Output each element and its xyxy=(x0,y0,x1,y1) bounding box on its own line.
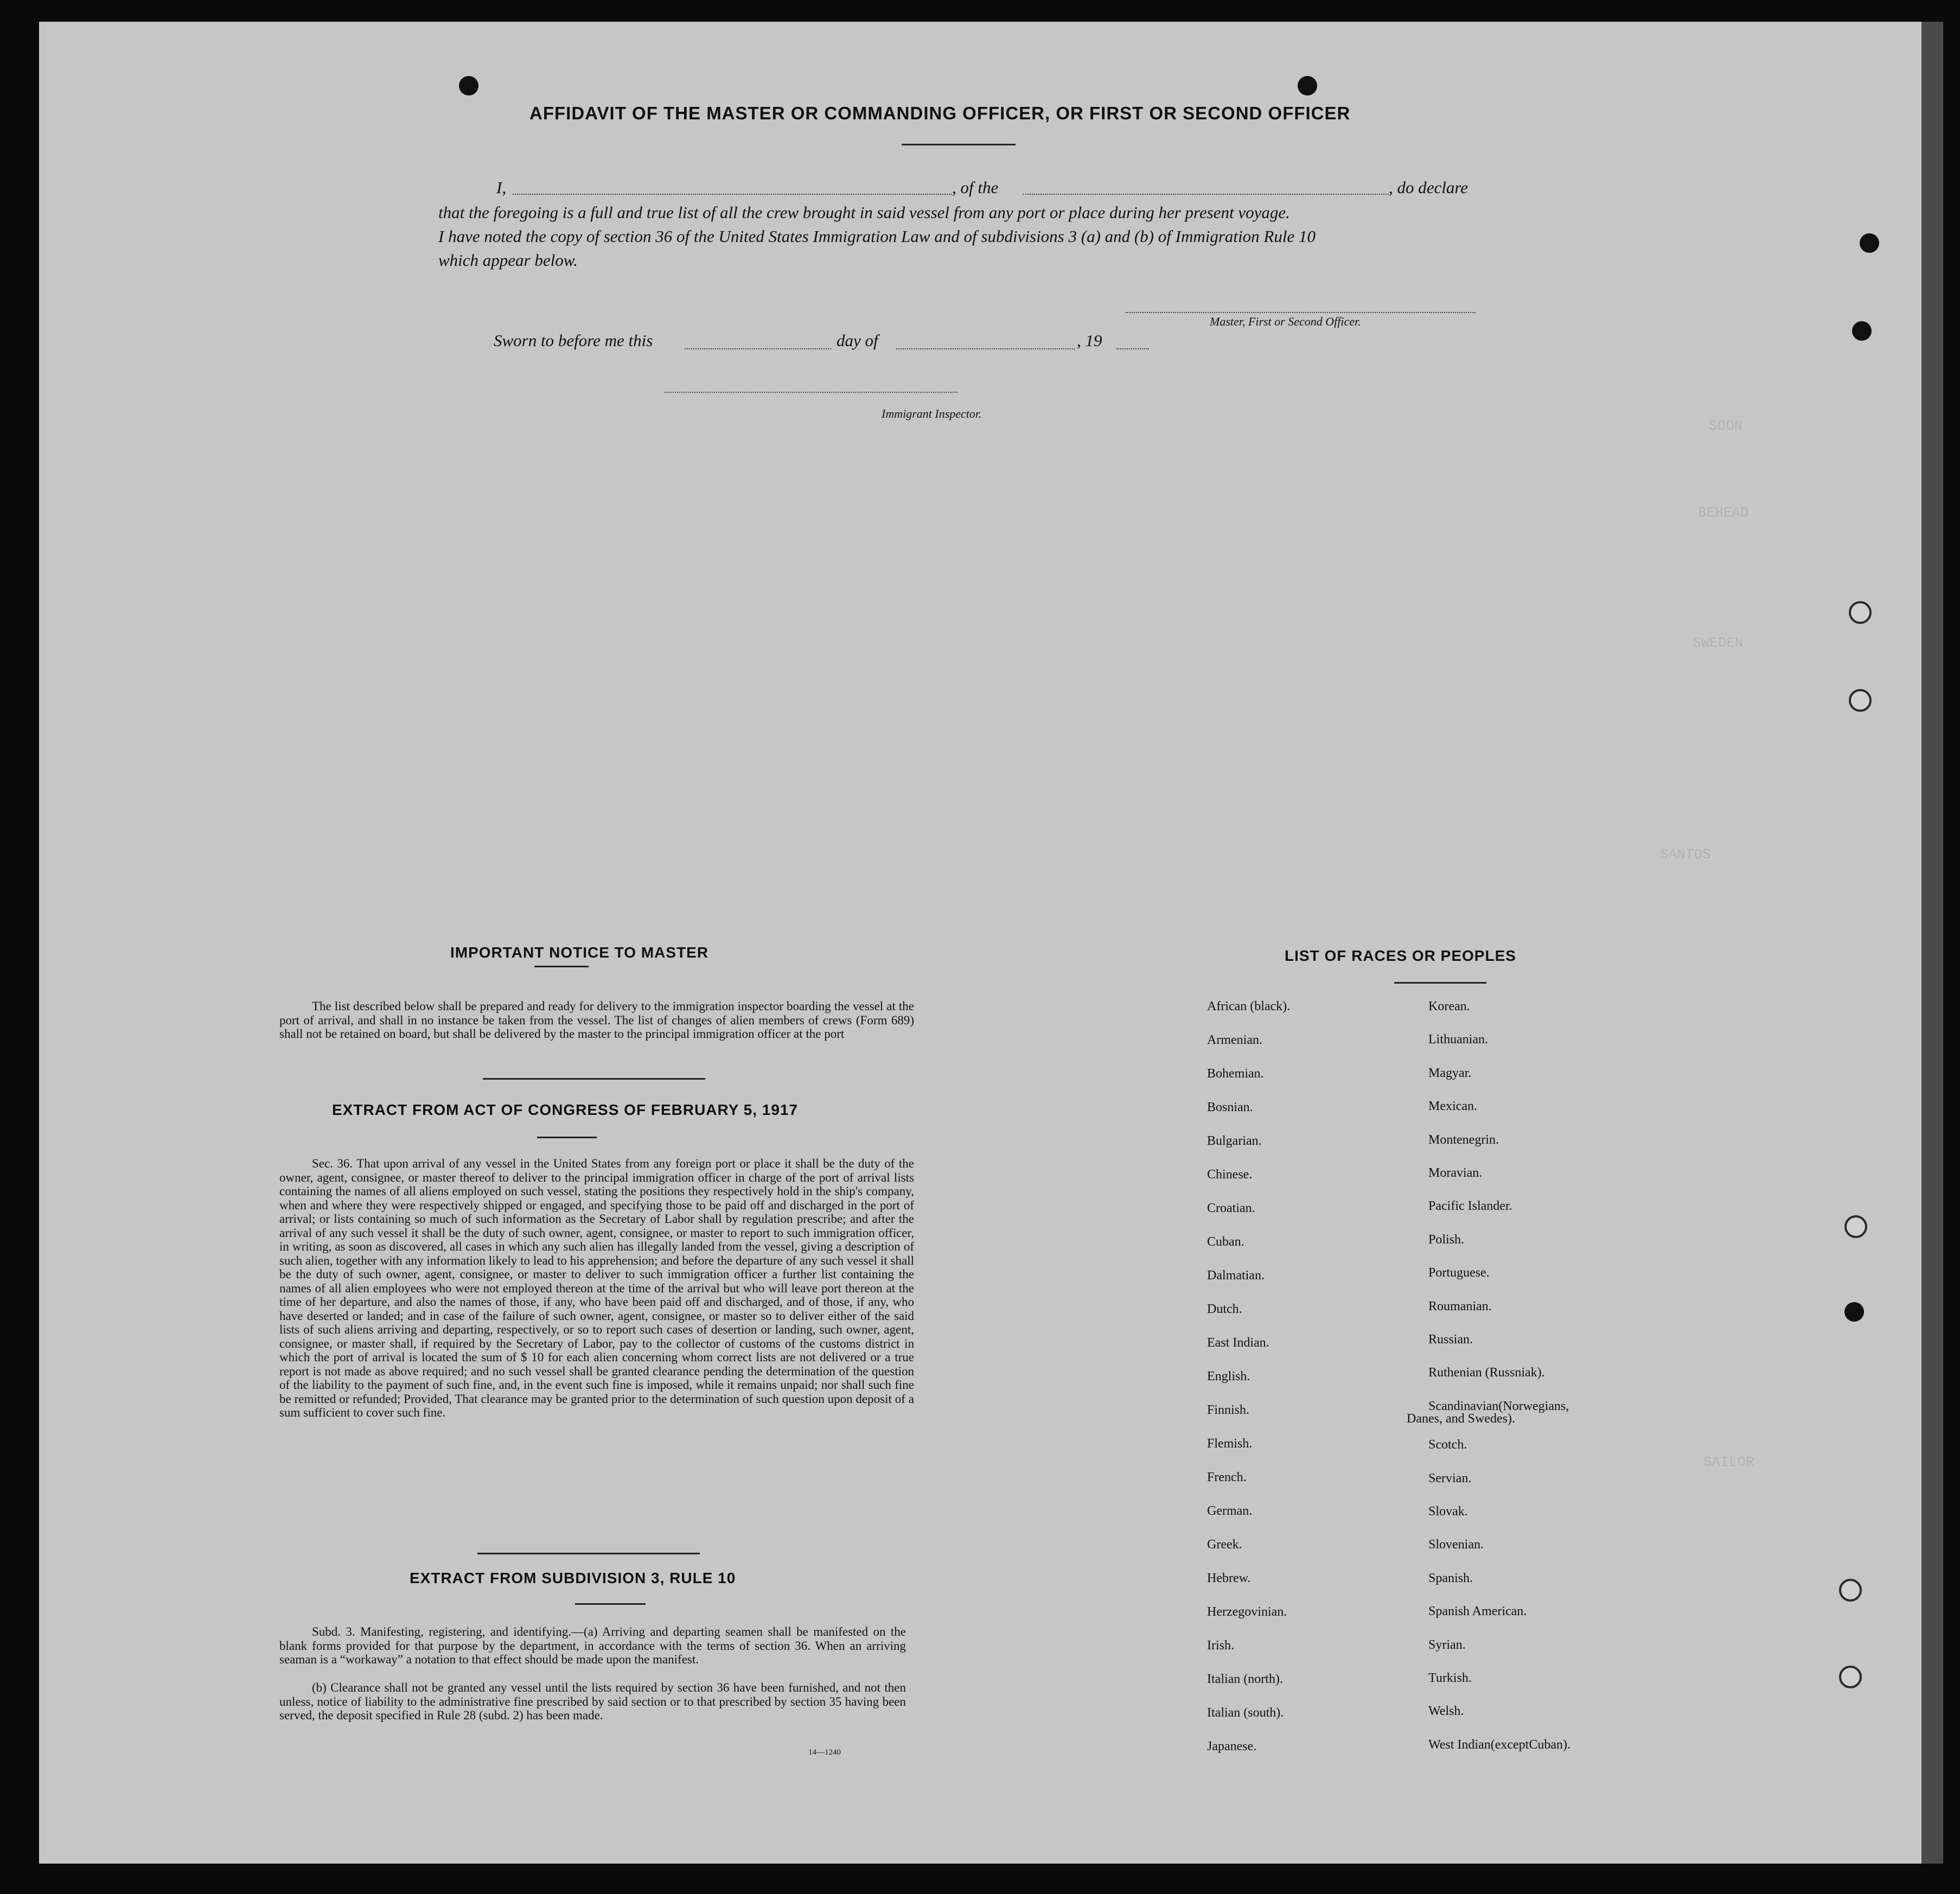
bleed-through-marks: SANTOS xyxy=(1660,846,1711,863)
race-item: Roumanian. xyxy=(1428,1299,1492,1313)
binder-ring-1 xyxy=(1849,601,1872,624)
race-scandinavian-continuation: Danes, and Swedes). xyxy=(1407,1412,1515,1426)
race-item: Flemish. xyxy=(1207,1437,1253,1451)
race-item: Dutch. xyxy=(1207,1302,1242,1316)
declaration-line-3: I have noted the copy of section 36 of the United States Immigration Law and of subdivisions 3 (a) and (b) of Immigration Rule 10 xyxy=(438,227,1316,246)
race-item: Turkish. xyxy=(1428,1671,1472,1685)
race-item: Bosnian. xyxy=(1207,1100,1253,1114)
act-separator xyxy=(477,1553,700,1554)
bleed-through-marks: SAILOR xyxy=(1703,1454,1754,1470)
declarant-name-field[interactable] xyxy=(513,194,952,195)
vessel-name-field[interactable] xyxy=(1023,194,1389,195)
sworn-year-field[interactable] xyxy=(1116,348,1149,349)
punch-hole-right-1 xyxy=(1860,233,1879,253)
race-item: French. xyxy=(1207,1470,1247,1484)
race-item: Syrian. xyxy=(1428,1637,1466,1652)
race-item: Montenegrin. xyxy=(1428,1132,1499,1147)
rule-body-b: (b) Clearance shall not be granted any vessel until the lists required by section 36 have been furnished, and not then unless, notice of liability to the administrative fine prescribed by said section or to that prescribed by section 35 having been served, the deposit specified in Rule 28 (subd. 2) has been made. xyxy=(279,1681,906,1722)
title-rule xyxy=(902,144,1016,145)
race-item: Slovak. xyxy=(1428,1504,1468,1519)
binder-ring-3 xyxy=(1844,1215,1867,1238)
binder-ring-2 xyxy=(1849,689,1872,712)
race-item: Herzegovinian. xyxy=(1207,1605,1287,1619)
bleed-through-marks: BEHEAD xyxy=(1698,505,1749,521)
notice-heading: IMPORTANT NOTICE TO MASTER xyxy=(450,944,709,961)
race-item: Mexican. xyxy=(1428,1099,1477,1114)
notice-body: The list described below shall be prepared and ready for delivery to the immigration inspector boarding the vessel at the port of arrival, and shall in no instance be taken from the vessel. The list of changes of alien members of crews (Form 689) shall not be retained on board, but shall be delivered by the master to the principal immigration officer at the port xyxy=(279,999,914,1041)
act-heading: EXTRACT FROM ACT OF CONGRESS OF FEBRUARY 5, 1917 xyxy=(332,1101,799,1118)
sworn-month-field[interactable] xyxy=(896,348,1075,349)
day-of-label: day of xyxy=(837,331,878,350)
race-item: Scandinavian(Norwegians, xyxy=(1428,1399,1569,1413)
race-item: Spanish. xyxy=(1428,1571,1473,1585)
document-page xyxy=(39,22,1921,1864)
rule-heading: EXTRACT FROM SUBDIVISION 3, RULE 10 xyxy=(410,1570,736,1586)
declaration-line-2: that the foregoing is a full and true list of all the crew brought in said vessel from any port or place during her present voyage. xyxy=(438,203,1290,222)
race-item: Lithuanian. xyxy=(1428,1032,1488,1047)
race-item: Japanese. xyxy=(1207,1739,1257,1753)
race-item: English. xyxy=(1207,1369,1250,1383)
bleed-through-marks: SWEDEN xyxy=(1693,635,1744,651)
signature-caption: Master, First or Second Officer. xyxy=(1210,315,1361,328)
binder-ring-5 xyxy=(1839,1666,1862,1688)
race-item: Pacific Islander. xyxy=(1428,1199,1512,1214)
race-item: Armenian. xyxy=(1207,1033,1262,1047)
race-item: Russian. xyxy=(1428,1332,1473,1347)
race-item: German. xyxy=(1207,1504,1253,1518)
punch-hole-top-left xyxy=(459,76,478,95)
vessel-prefix: , of the xyxy=(952,178,999,197)
race-item: Bohemian. xyxy=(1207,1067,1264,1081)
punch-hole-top-right xyxy=(1298,76,1317,95)
race-item: Scotch. xyxy=(1428,1438,1467,1452)
race-item: Italian (north). xyxy=(1207,1672,1283,1686)
race-item: Slovenian. xyxy=(1428,1538,1484,1552)
race-item: Irish. xyxy=(1207,1638,1234,1653)
bleed-through-marks: SOON xyxy=(1709,418,1743,434)
declaration-line-4: which appear below. xyxy=(438,251,578,270)
declarant-prefix: I, xyxy=(496,178,507,197)
race-item: East Indian. xyxy=(1207,1336,1269,1350)
races-heading: LIST OF RACES OR PEOPLES xyxy=(1285,947,1516,964)
race-item: Chinese. xyxy=(1207,1168,1253,1182)
race-item: Korean. xyxy=(1428,999,1470,1013)
affidavit-title: AFFIDAVIT OF THE MASTER OR COMMANDING OFFICER, OR FIRST OR SECOND OFFICER xyxy=(529,103,1351,123)
race-item: Croatian. xyxy=(1207,1201,1255,1215)
race-item: Cuban. xyxy=(1207,1235,1244,1249)
inspector-signature-line[interactable] xyxy=(665,392,957,393)
race-item: Dalmatian. xyxy=(1207,1268,1265,1283)
inspector-caption: Immigrant Inspector. xyxy=(882,407,982,420)
race-item: Spanish American. xyxy=(1428,1604,1527,1619)
race-item: West Indian(exceptCuban). xyxy=(1428,1737,1570,1752)
race-item: Servian. xyxy=(1428,1471,1472,1485)
act-rule xyxy=(537,1137,597,1138)
binder-ring-4 xyxy=(1839,1579,1862,1602)
rule-body-a: Subd. 3. Manifesting, registering, and identifying.—(a) Arriving and departing seamen shall be manifested on the blank forms provided for that purpose by the department, in accordance with the terms of section 36. When an arriving seaman is a “workaway” a notation to that effect should be made upon the manifest. xyxy=(279,1625,906,1666)
race-item: Bulgarian. xyxy=(1207,1134,1262,1148)
act-body: Sec. 36. That upon arrival of any vessel in the United States from any foreign port or place it shall be the duty of the owner, agent, consignee, or master thereof to deliver to the principal immigration officer in charge of the port of arrival lists containing the names of all aliens employed on such vessel, stating the positions they respectively hold in the ship's company, when and where they were respectively shipped or engaged, and specifying those to be paid off and discharged in the port of arrival; or lists containing so much of such information as the Secretary of Labor shall by regulation prescribe; and after the arrival of any such vessel it shall be the duty of such owner, agent, consignee, or master to report to such immigration officer, in writing, as soon as discovered, all cases in which any such alien has illegally landed from the vessel, giving a description of such alien, together with any information likely to lead to his apprehension; and before the departure of any such vessel it shall be the duty of such owner, agent, consignee, or master to deliver to such immigration officer a further list containing the names of all alien employees who were not employed thereon at the time of the arrival but who will leave port thereon at the time of her departure, and also the names of those, if any, who have been paid off and discharged, and of those, if any, who have deserted or landed; and in case of the failure of such owner, agent, consignee, or master so to deliver either of the said lists of such aliens arriving and departing, respectively, or so to report such cases of desertion or landing, such owner, agent, consignee, or master shall, if required by the Secretary of Labor, pay to the collector of customs of the customs district in which the port of arrival is located the sum of $ 10 for each alien concerning whom correct lists are not delivered or a true report is not made as above required; and no such vessel shall be granted clearance pending the determination of the question of the liability to the payment of such fine, and, in the event such fine is imposed, while it remains unpaid; nor shall such fine be remitted or refunded; Provided, That clearance may be granted prior to the determination of such question upon deposit of a sum sufficient to cover such fine. xyxy=(279,1157,914,1419)
punch-hole-right-3 xyxy=(1844,1302,1864,1322)
race-item: African (black). xyxy=(1207,999,1291,1013)
declaration-line-1 xyxy=(496,178,506,197)
sworn-day-field[interactable] xyxy=(685,348,831,349)
punch-hole-right-2 xyxy=(1852,321,1872,341)
declare-suffix: , do declare xyxy=(1389,178,1469,197)
rule-rule xyxy=(575,1603,646,1605)
race-item: Ruthenian (Russniak). xyxy=(1428,1366,1545,1380)
signature-line[interactable] xyxy=(1126,312,1476,313)
sworn-label: Sworn to before me this xyxy=(494,331,653,350)
year-prefix: , 19 xyxy=(1077,331,1102,350)
race-item: Italian (south). xyxy=(1207,1706,1284,1720)
page-edge xyxy=(1921,22,1943,1864)
race-item: Magyar. xyxy=(1428,1066,1472,1080)
races-rule xyxy=(1394,982,1486,984)
race-item: Greek. xyxy=(1207,1538,1242,1552)
race-item: Moravian. xyxy=(1428,1166,1483,1180)
race-item: Hebrew. xyxy=(1207,1571,1251,1585)
race-item: Portuguese. xyxy=(1428,1266,1490,1280)
race-item: Welsh. xyxy=(1428,1704,1464,1719)
notice-rule xyxy=(534,966,589,967)
notice-separator xyxy=(483,1078,705,1080)
race-item: Polish. xyxy=(1428,1232,1465,1247)
race-item: Finnish. xyxy=(1207,1403,1250,1417)
form-number: 14—1240 xyxy=(808,1748,841,1757)
